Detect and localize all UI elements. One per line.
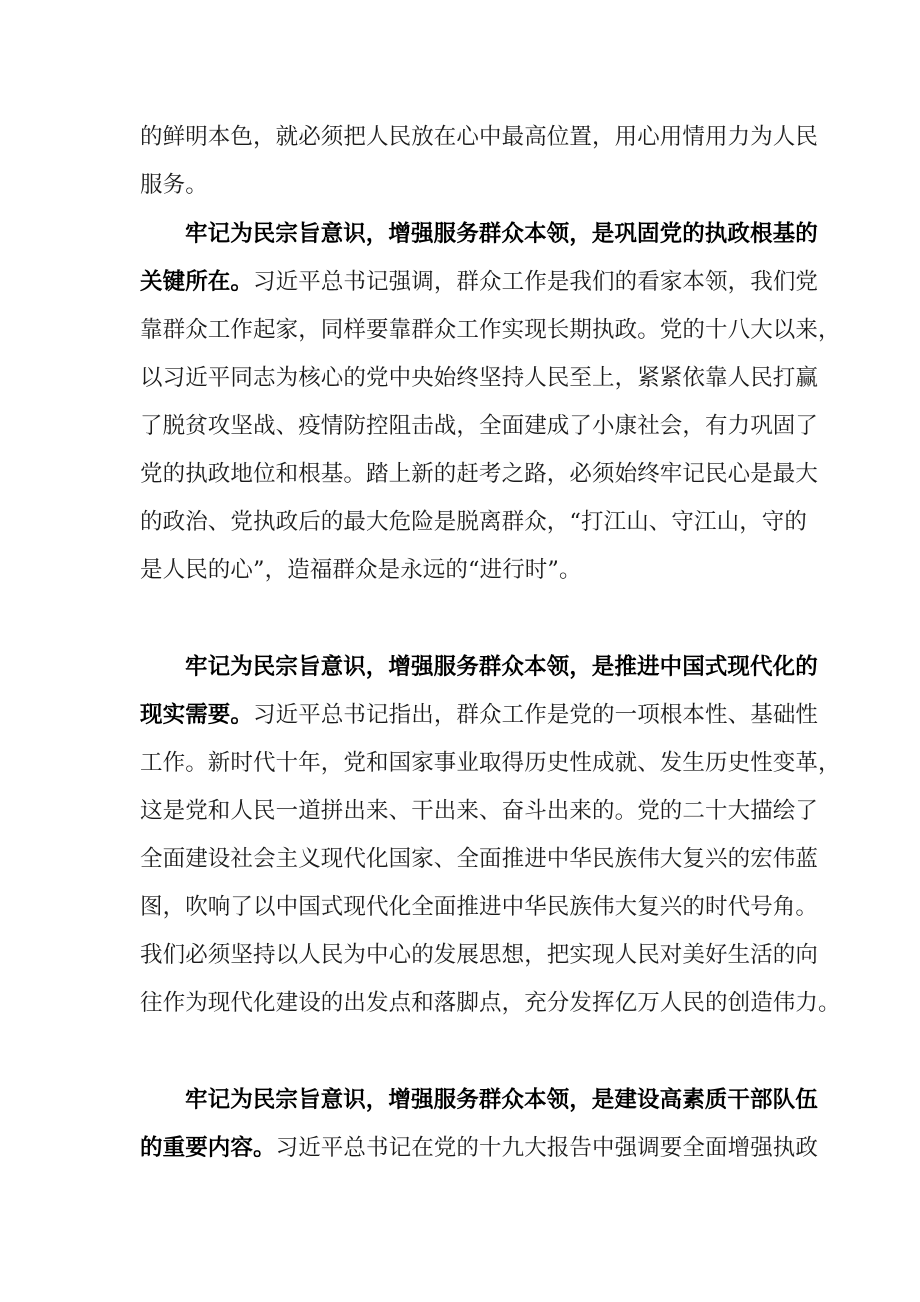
paragraph-line: 服务。 (140, 172, 208, 198)
paragraph-line: 党的执政地位和根基。踏上新的赶考之路，必须始终牢记民心是最大 (140, 461, 819, 487)
paragraph-line: 是人民的心”，造福群众是永远的“进行时”。 (140, 557, 582, 583)
paragraph-line: 的政治、党执政后的最大危险是脱离群众，“打江山、守江山，守的 (140, 509, 808, 535)
section-heading: 牢记为民宗旨意识，增强服务群众本领，是巩固党的执政根基的 (185, 221, 818, 247)
paragraph-line: 工作。新时代十年，党和国家事业取得历史性成就、发生历史性变革， (140, 750, 841, 776)
paragraph-line: 图，吹响了以中国式现代化全面推进中华民族伟大复兴的时代号角。 (140, 894, 819, 920)
section-heading-end: 的重要内容。 (140, 1135, 276, 1161)
paragraph-line: 往作为现代化建设的出发点和落脚点，充分发挥亿万人民的创造伟力。 (140, 990, 841, 1016)
paragraph-line: 全面建设社会主义现代化国家、全面推进中华民族伟大复兴的宏伟蓝 (140, 846, 819, 872)
paragraph-line (140, 1128, 819, 1168)
paragraph-line: 这是党和人民一道拼出来、干出来、奋斗出来的。党的二十大描绘了 (140, 798, 819, 824)
paragraph-text: 习近平总书记指出，群众工作是党的一项根本性、基础性 (253, 702, 819, 728)
paragraph-line (140, 695, 819, 735)
paragraph-text: 习近平总书记强调，群众工作是我们的看家本领，我们党 (253, 269, 819, 295)
section-heading-end: 现实需要。 (140, 702, 254, 728)
paragraph-line: 了脱贫攻坚战、疫情防控阻击战，全面建成了小康社会，有力巩固了 (140, 413, 819, 439)
paragraph-text: 习近平总书记在党的十九大报告中强调要全面增强执政 (275, 1135, 819, 1161)
paragraph-line: 的鲜明本色，就必须把人民放在心中最高位置，用心用情用力为人民 (140, 124, 819, 150)
paragraph-line (140, 262, 819, 302)
section-heading-end: 关键所在。 (140, 269, 254, 295)
section-heading: 牢记为民宗旨意识，增强服务群众本领，是建设高素质干部队伍 (185, 1087, 818, 1113)
paragraph-line: 靠群众工作起家，同样要靠群众工作实现长期执政。党的十八大以来， (140, 317, 841, 343)
paragraph-line: 以习近平同志为核心的党中央始终坚持人民至上，紧紧依靠人民打赢 (140, 365, 819, 391)
paragraph-line: 我们必须坚持以人民为中心的发展思想，把实现人民对美好生活的向 (140, 942, 819, 968)
section-heading: 牢记为民宗旨意识，增强服务群众本领，是推进中国式现代化的 (185, 654, 818, 680)
